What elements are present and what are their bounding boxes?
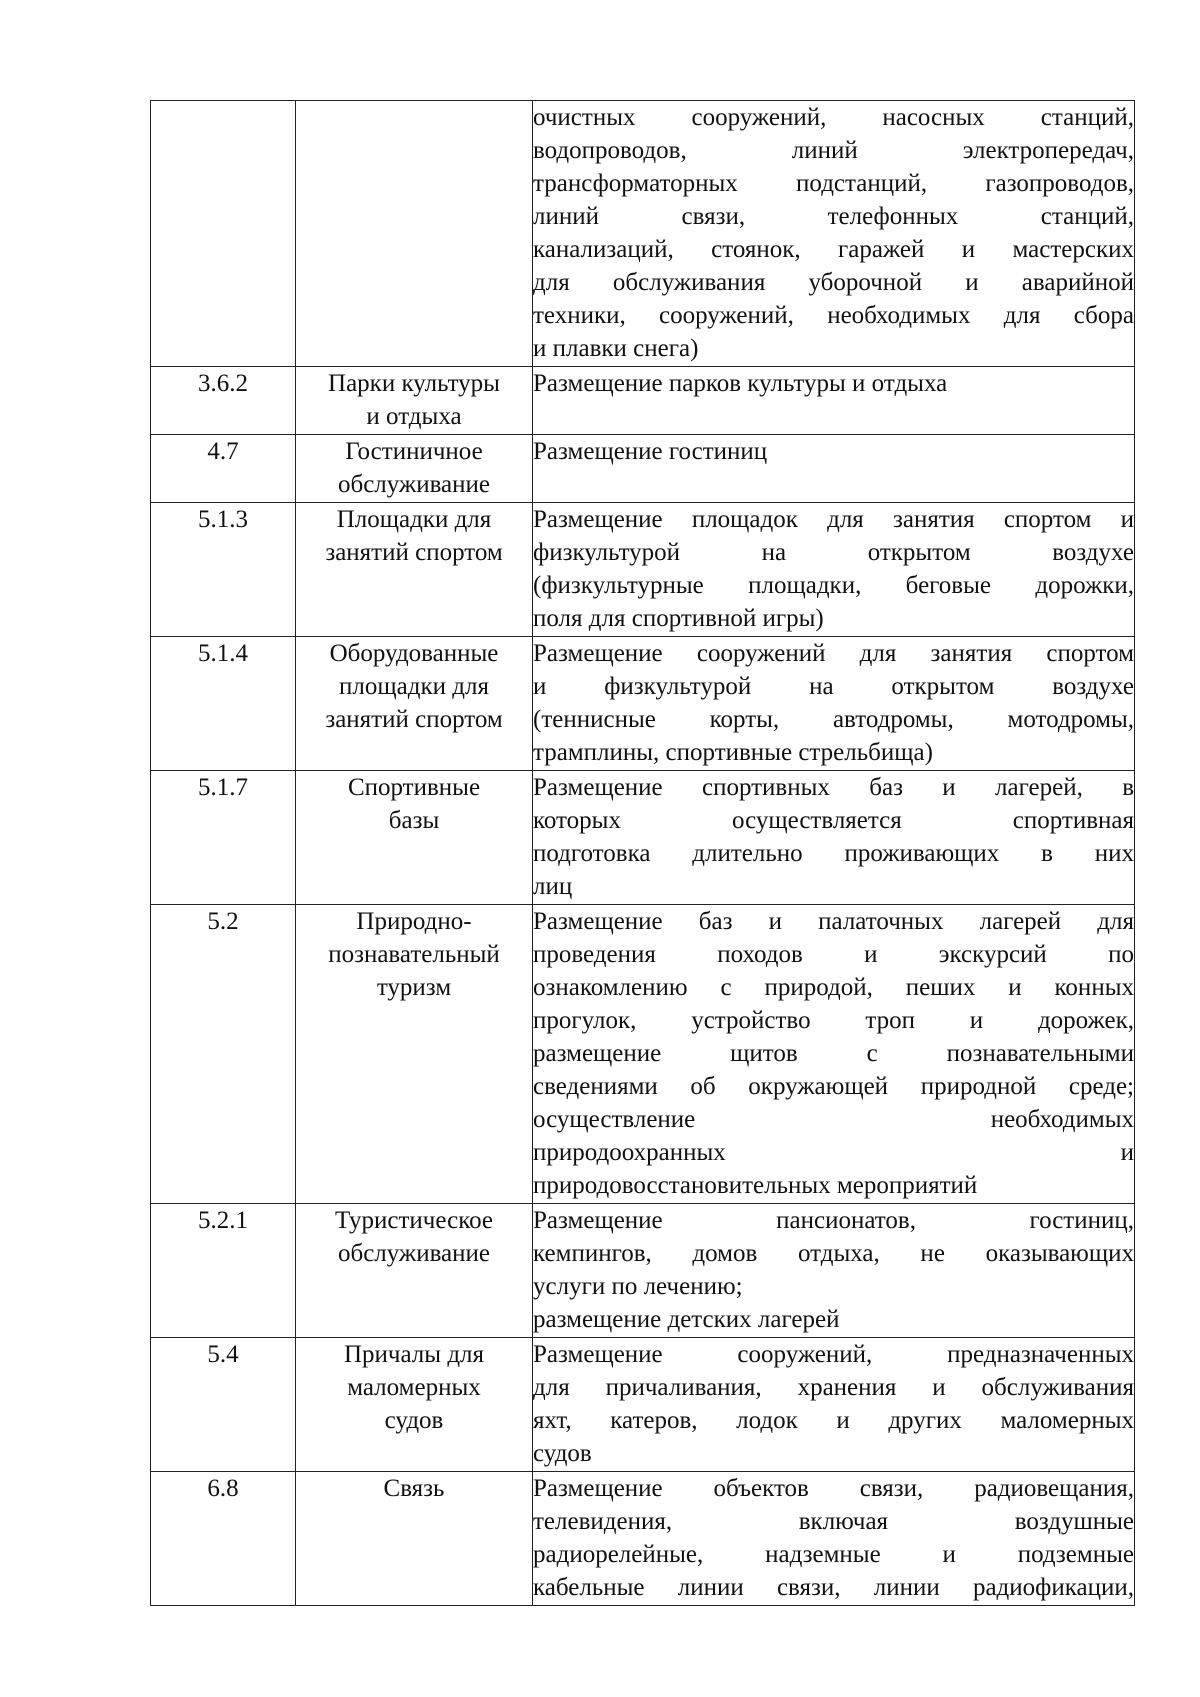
row-name-cell [296, 367, 533, 435]
row-code: 5.1.4 [198, 640, 248, 667]
row-description-line: очистных сооружений, насосных станций, [533, 104, 1134, 131]
row-description-line: яхт, катеров, лодок и других маломерных [533, 1407, 1134, 1434]
row-description-cell [533, 1472, 1135, 1606]
row-name-line: площадки для [339, 673, 489, 700]
row-description-line: ознакомлению с природой, пеших и конных [533, 974, 1134, 1001]
row-name-cell [296, 905, 533, 1204]
row-description-line: Размещение площадок для занятия спортом и [533, 506, 1134, 533]
row-code: 5.1.3 [198, 506, 248, 533]
row-name-line: обслуживание [337, 471, 491, 498]
table-row [151, 637, 1135, 771]
table-row [151, 905, 1135, 1204]
row-code [151, 101, 295, 134]
table-row [151, 1204, 1135, 1338]
row-description-cell [533, 771, 1135, 905]
row-description-line: трансформаторных подстанций, газопроводов, [533, 170, 1134, 197]
row-name-line: судов [384, 1407, 444, 1434]
row-name-line: занятий спортом [325, 706, 503, 733]
row-description-cell [533, 1204, 1135, 1338]
land-use-table [150, 100, 1135, 1606]
row-description-line: судов [533, 1440, 592, 1467]
row-name-cell [296, 1338, 533, 1472]
row-description-line: Размещение сооружений для занятия спортом [533, 640, 1134, 667]
row-name-line: Туристическое [335, 1207, 493, 1234]
row-code: 5.2.1 [198, 1207, 248, 1234]
row-code-cell [151, 435, 296, 503]
row-description-line: Размещение гостиниц [533, 438, 768, 465]
row-code: 5.4 [207, 1341, 239, 1368]
row-description-line: канализаций, стоянок, гаражей и мастерских [533, 236, 1134, 263]
table-row [151, 771, 1135, 905]
row-description-cell [533, 905, 1135, 1204]
row-description-line: подготовка длительно проживающих в них [533, 840, 1134, 867]
row-name-cell [296, 503, 533, 637]
row-name-line: Причалы для [343, 1341, 485, 1368]
row-description-line: Размещение парков культуры и отдыха [533, 370, 948, 397]
row-description-cell [533, 637, 1135, 771]
row-description-line: природоохранных и [533, 1139, 1134, 1166]
row-code: 5.2 [207, 908, 239, 935]
row-name-line: занятий спортом [325, 539, 503, 566]
row-name-cell [296, 637, 533, 771]
table-row [151, 367, 1135, 435]
row-name-cell [296, 1204, 533, 1338]
row-name-line: Оборудованные [329, 640, 499, 667]
row-description-line: и плавки снега) [533, 335, 699, 362]
row-name-cell [296, 771, 533, 905]
row-description-line: размещение детских лагерей [533, 1306, 840, 1333]
row-description-cell [533, 1338, 1135, 1472]
row-code: 5.1.7 [198, 774, 248, 801]
row-name-cell [296, 435, 533, 503]
row-code-cell [151, 771, 296, 905]
row-name-cell [296, 1472, 533, 1606]
row-name-line: базы [388, 807, 440, 834]
row-code-cell [151, 503, 296, 637]
row-code: 3.6.2 [198, 370, 248, 397]
row-description-cell [533, 367, 1135, 435]
table-row [151, 503, 1135, 637]
row-name-line: Гостиничное [345, 438, 483, 465]
row-description-line: проведения походов и экскурсий по [533, 941, 1134, 968]
row-description-line: услуги по лечению; [533, 1273, 743, 1300]
table-body [151, 101, 1135, 1606]
row-description-line: для причаливания, хранения и обслуживания [533, 1374, 1134, 1401]
row-name-line: Парки культуры [328, 370, 500, 397]
row-description-line: техники, сооружений, необходимых для сбора [533, 302, 1134, 329]
row-description-line: (физкультурные площадки, беговые дорожки, [533, 572, 1134, 599]
row-name-line: познавательный [328, 941, 500, 968]
row-name-line: Спортивные [347, 774, 481, 801]
row-code: 6.8 [207, 1475, 239, 1502]
row-code-cell [151, 905, 296, 1204]
row-description-line: водопроводов, линий электропередач, [533, 137, 1134, 164]
row-name-line: и отдыха [366, 403, 462, 430]
row-name-line: Связь [383, 1475, 445, 1502]
row-description-line: природовосстановительных мероприятий [533, 1172, 978, 1199]
row-name-line: маломерных [347, 1374, 481, 1401]
row-description-cell [533, 435, 1135, 503]
row-code-cell [151, 101, 296, 367]
row-name-line: обслуживание [337, 1240, 491, 1267]
row-description-line: Размещение спортивных баз и лагерей, в [533, 774, 1134, 801]
row-description-line: телевидения, включая воздушные [533, 1508, 1134, 1535]
table-row [151, 435, 1135, 503]
row-description-line: кемпингов, домов отдыха, не оказывающих [533, 1240, 1134, 1267]
row-code-cell [151, 1204, 296, 1338]
row-description-line: кабельные линии связи, линии радиофикации, [533, 1574, 1134, 1601]
row-description-line: физкультурой на открытом воздухе [533, 539, 1134, 566]
row-description-line: (теннисные корты, автодромы, мотодромы, [533, 706, 1134, 733]
row-description-line: размещение щитов с познавательными [533, 1040, 1134, 1067]
row-description-line: Размещение пансионатов, гостиниц, [533, 1207, 1134, 1234]
row-description-line: радиорелейные, надземные и подземные [533, 1541, 1134, 1568]
row-description-cell [533, 503, 1135, 637]
row-description-line: сведениями об окружающей природной среде; [533, 1073, 1134, 1100]
row-code-cell [151, 637, 296, 771]
row-description-line: осуществление необходимых [533, 1106, 1134, 1133]
row-description-line: прогулок, устройство троп и дорожек, [533, 1007, 1134, 1034]
row-description-line: для обслуживания уборочной и аварийной [533, 269, 1134, 296]
row-description-line: трамплины, спортивные стрельбища) [533, 739, 933, 766]
row-description-line: Размещение баз и палаточных лагерей для [533, 908, 1134, 935]
row-description-line: Размещение сооружений, предназначенных [533, 1341, 1134, 1368]
row-name-line: туризм [376, 974, 452, 1001]
row-code-cell [151, 1338, 296, 1472]
row-description-line: которых осуществляется спортивная [533, 807, 1134, 834]
row-name-line: Природно- [356, 908, 472, 935]
row-code-cell [151, 1472, 296, 1606]
row-description-cell [533, 101, 1135, 367]
row-name-line: Площадки для [336, 506, 492, 533]
table-row [151, 1338, 1135, 1472]
table-row [151, 1472, 1135, 1606]
row-name-cell [296, 101, 533, 367]
table-row [151, 101, 1135, 367]
row-code-cell [151, 367, 296, 435]
row-code: 4.7 [207, 438, 239, 465]
row-description-line: Размещение объектов связи, радиовещания, [533, 1475, 1134, 1502]
row-description-line: и физкультурой на открытом воздухе [533, 673, 1134, 700]
row-description-line: линий связи, телефонных станций, [533, 203, 1134, 230]
row-description-line: лиц [533, 873, 573, 900]
row-description-line: поля для спортивной игры) [533, 605, 824, 632]
